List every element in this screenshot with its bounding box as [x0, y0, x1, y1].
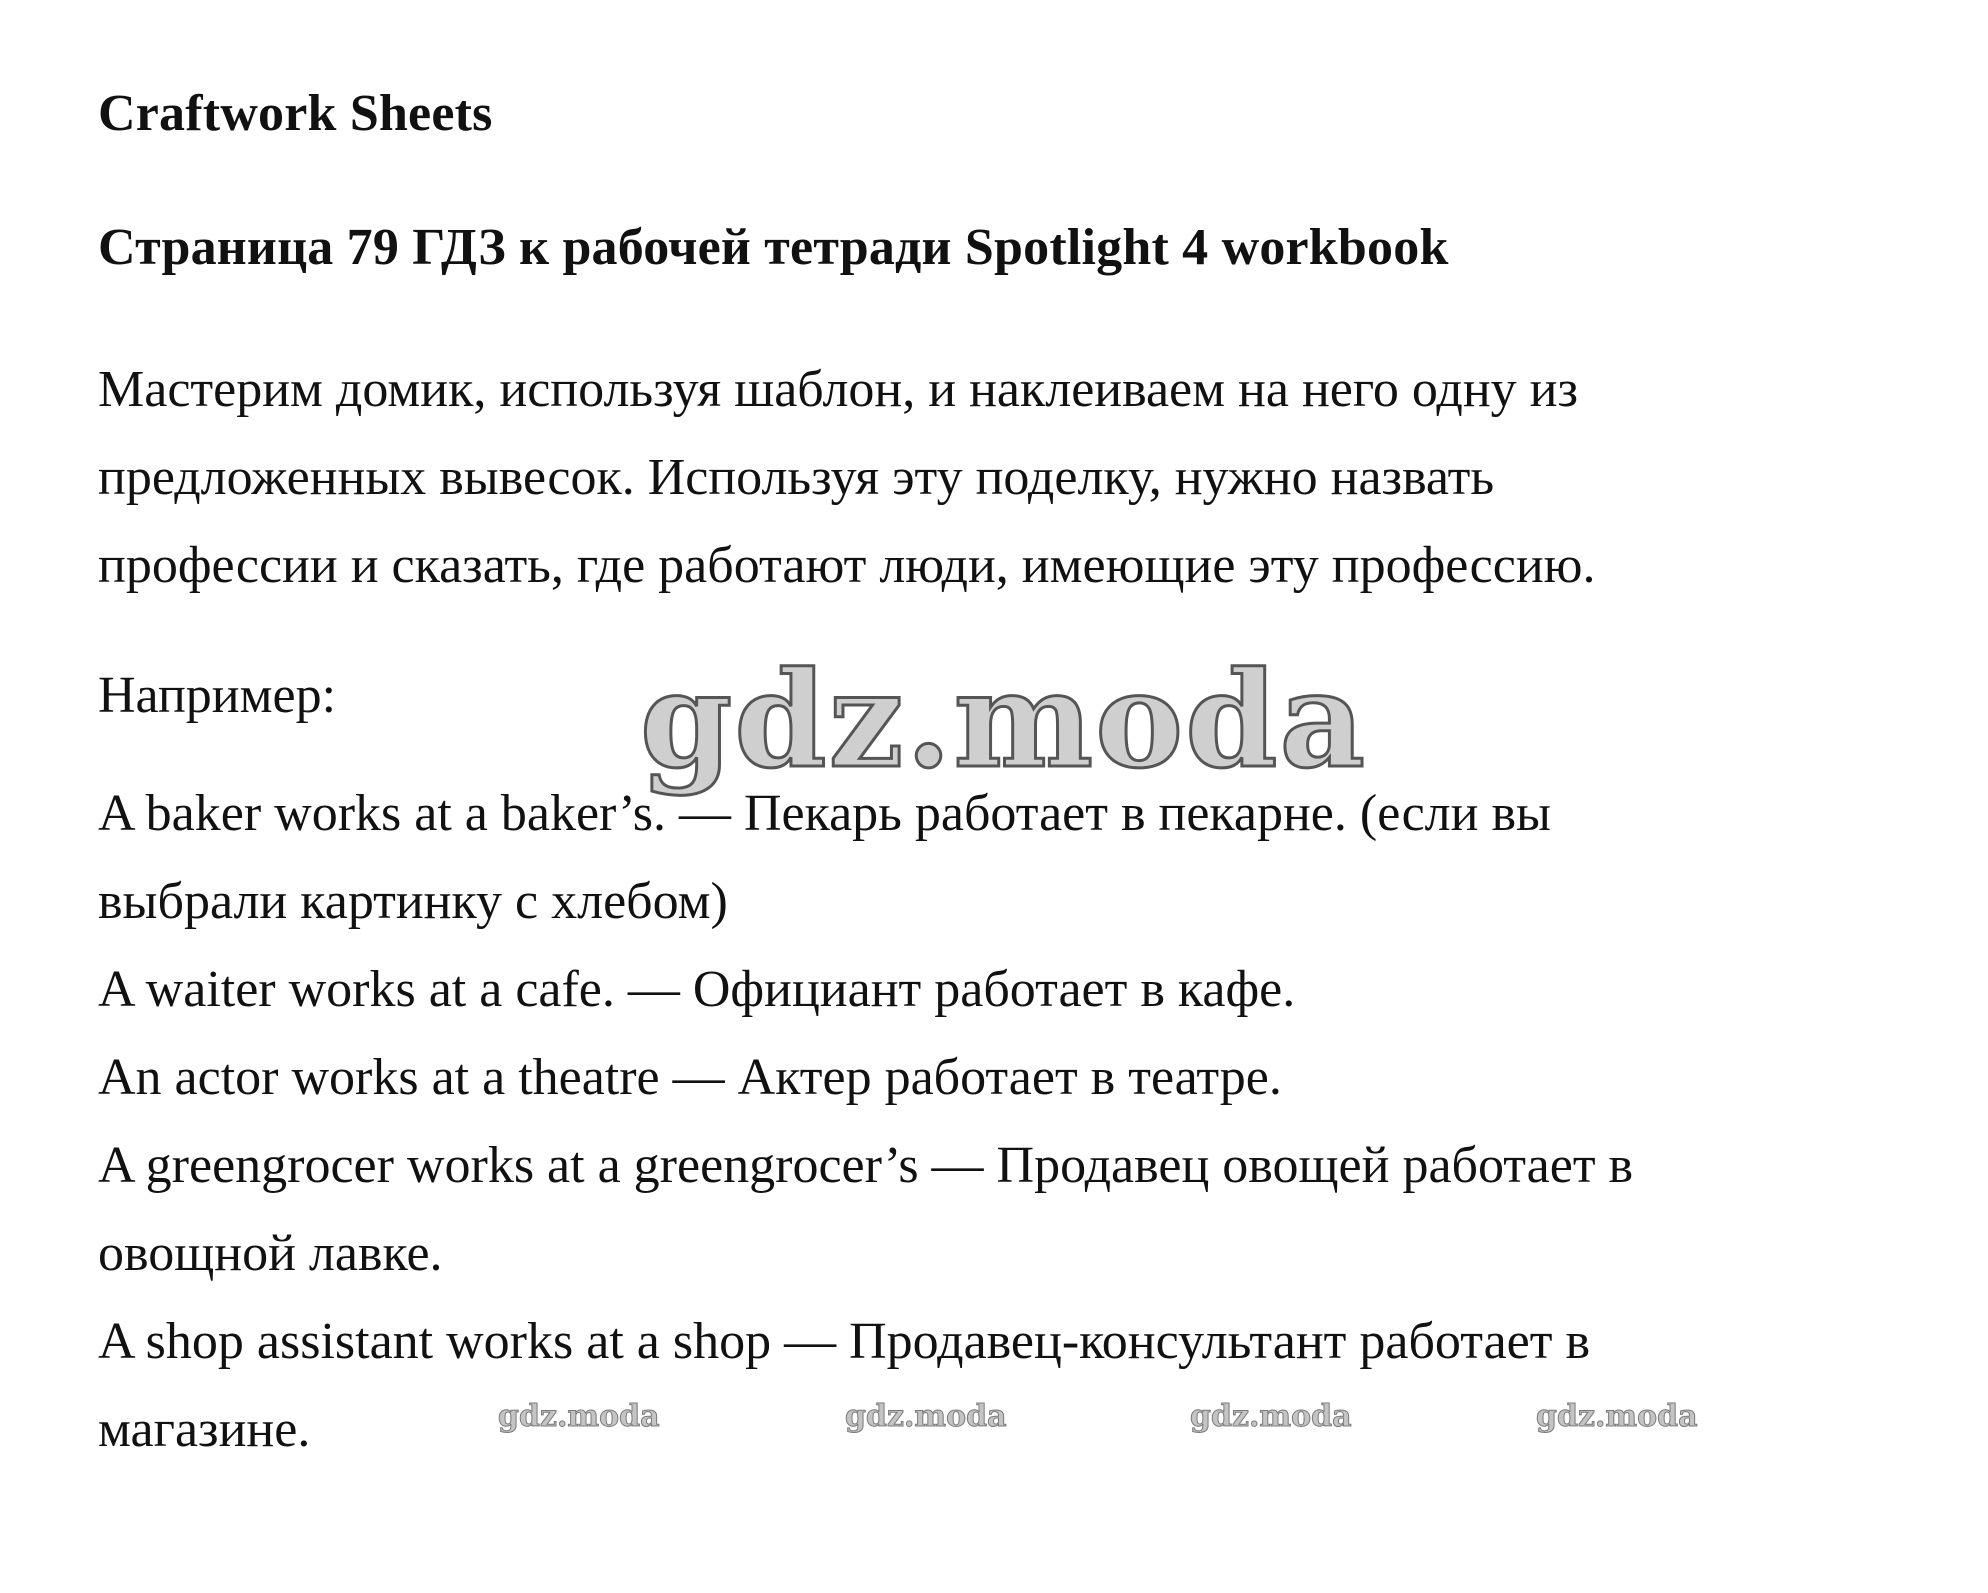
example-line: A waiter works at a cafe. — Официант работает в кафе. — [98, 961, 1296, 1018]
page-title: Craftwork Sheets — [98, 85, 493, 142]
watermark-logo: gdz.moda — [640, 643, 1368, 798]
example-line: A baker works at a baker’s. — Пекарь работает в пекарне. (если вы — [98, 785, 1551, 842]
footer-watermark: gdz.moda — [1190, 1399, 1352, 1434]
example-line: магазине. — [98, 1401, 311, 1458]
example-list — [98, 770, 1928, 1474]
example-line: A greengrocer works at a greengrocer’s — Продавец овощей работает в — [98, 1137, 1634, 1194]
example-line: An actor works at a theatre — Актер работает в театре. — [98, 1049, 1282, 1106]
example-line: A shop assistant works at a shop — Продавец-консультант работает в — [98, 1313, 1591, 1370]
intro-line: профессии и сказать, где работают люди, имеющие эту профессию. — [98, 537, 1596, 594]
intro-line: предложенных вывесок. Используя эту поделку, нужно назвать — [98, 449, 1495, 506]
example-line: овощной лавке. — [98, 1225, 443, 1282]
footer-watermark: gdz.moda — [845, 1399, 1007, 1434]
intro-paragraph — [98, 346, 1928, 610]
example-label: Например: — [98, 667, 337, 724]
footer-watermark: gdz.moda — [498, 1399, 660, 1434]
intro-line: Мастерим домик, используя шаблон, и наклеиваем на него одну из — [98, 361, 1579, 418]
page-subtitle: Страница 79 ГДЗ к рабочей тетради Spotlight 4 workbook — [98, 219, 1449, 276]
example-line: выбрали картинку с хлебом) — [98, 873, 728, 930]
footer-watermark: gdz.moda — [1536, 1399, 1698, 1434]
